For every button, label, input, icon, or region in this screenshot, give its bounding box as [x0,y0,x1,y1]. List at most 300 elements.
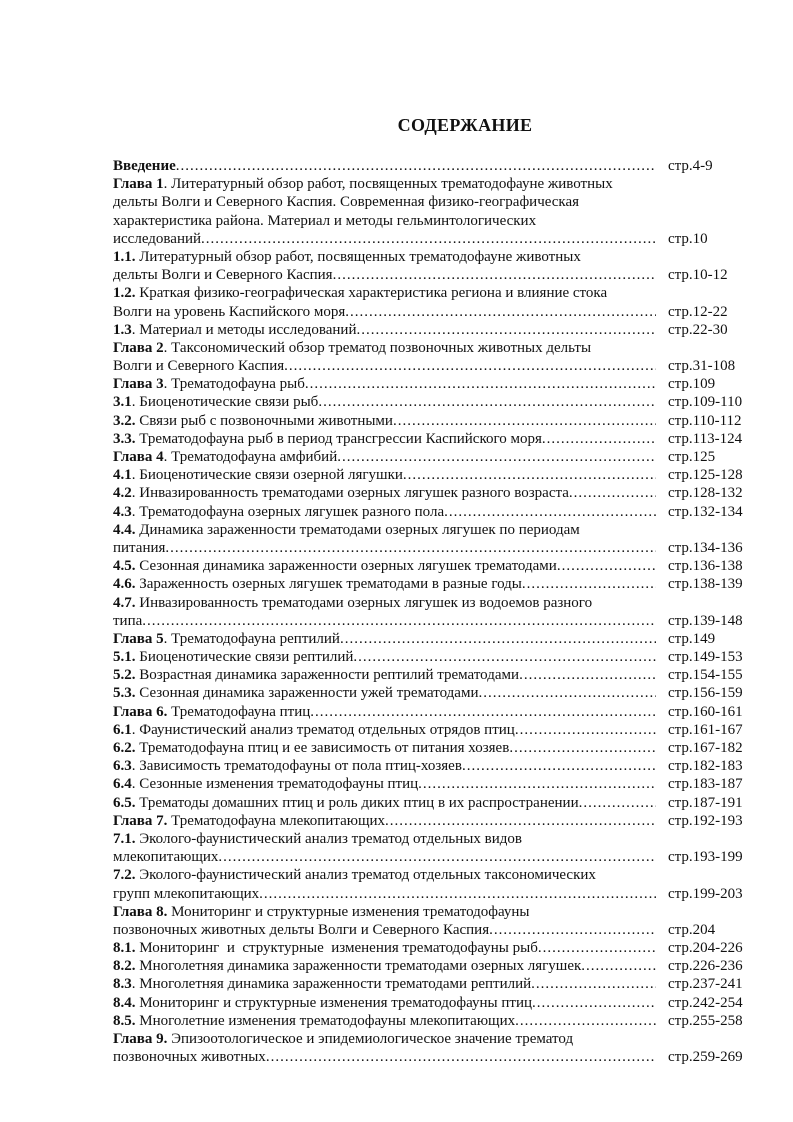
toc-line-text [113,212,656,230]
section-number: 3.3. [113,430,136,447]
dot-leader [538,939,656,957]
toc-line [113,448,753,466]
section-title: позвоночных животных [113,1049,266,1066]
section-title: . Инвазированность трематодами озерных лягушек разного возраста [131,485,569,502]
toc-entry[interactable] [113,484,753,502]
section-number: Глава 8. [113,903,168,920]
toc-entry[interactable] [113,1012,753,1030]
toc-line [113,775,753,793]
section-title: Сезонная динамика зараженности ужей трематодами [135,685,479,702]
page-reference: стр.149-153 [668,649,743,666]
page-reference: стр.156-159 [668,685,743,702]
dot-leader [403,466,656,484]
toc-line [113,539,753,557]
section-number: 8.3 [113,976,132,993]
toc-entry[interactable] [113,503,753,521]
toc-line [113,321,753,339]
page-reference: стр.4-9 [668,158,713,174]
toc-line-text [113,957,656,975]
section-title: Эколого-фаунистический анализ трематод отдельных таксономических [135,867,596,884]
dot-leader [218,848,656,866]
section-number: 4.7. [113,594,136,611]
toc-entry[interactable] [113,866,753,902]
page-reference: стр.125-128 [668,467,743,484]
toc-line-text [113,575,656,593]
page-reference: стр.109-110 [668,394,743,411]
section-number: 1.2. [113,285,136,302]
page-reference: стр.183-187 [668,776,743,793]
dot-leader [353,648,656,666]
dot-leader [333,266,656,284]
page-reference: стр.199-203 [668,885,743,902]
toc-line [113,193,753,211]
toc-entry[interactable] [113,375,753,393]
page-reference: стр.10-12 [668,267,728,284]
dot-leader [515,721,656,739]
toc-line-text [113,757,656,775]
toc-line-text [113,412,656,430]
section-title: . Материал и методы исследований [131,321,357,338]
section-title: Инвазированность трематодами озерных лягушек из водоемов разного [135,594,593,611]
page-reference: стр.237-241 [668,976,743,993]
toc-line-text [113,630,656,648]
dot-leader [462,757,656,775]
section-number: 4.6. [113,576,136,593]
section-title: . Фаунистический анализ трематод отдельных отрядов птиц [131,721,515,738]
toc-line [113,284,753,302]
page-reference: стр.12-22 [668,303,728,320]
dot-leader [284,357,656,375]
toc-line-text [113,375,656,393]
toc-line [113,1012,753,1030]
section-number: 6.4 [113,776,132,793]
toc-line-text [113,939,656,957]
section-title: млекопитающих [113,849,219,866]
toc-line-text [113,648,656,666]
section-title: Многолетние изменения трематодофауны млекопитающих [135,1012,516,1029]
toc-line [113,357,753,375]
section-number: 4.1 [113,467,132,484]
toc-entry[interactable] [113,739,753,757]
section-title: Эпизоотологическое и эпидемиологическое значение трематод [167,1031,574,1047]
toc-entry[interactable] [113,430,753,448]
toc-line-text [113,321,656,339]
page-reference: стр.192-193 [668,812,743,829]
page-reference: стр.113-124 [668,430,743,447]
toc-entry[interactable] [113,1030,753,1066]
toc-line-text [113,175,656,193]
section-number: 1.1. [113,248,136,265]
toc-line-text [113,230,656,248]
section-number: 4.5. [113,558,136,575]
toc-line [113,684,753,702]
page-reference: стр.182-183 [668,758,743,775]
section-number: Глава 6. [113,703,168,720]
page-reference: стр.132-134 [668,503,743,520]
toc-line [113,975,753,993]
toc-line [113,994,753,1012]
toc-line [113,666,753,684]
toc-line-text [113,612,656,630]
toc-entry[interactable] [113,975,753,993]
toc-line [113,957,753,975]
section-title: Трематодофауна рыб в период трансгрессии Каспийского моря [135,430,542,447]
toc-line-text [113,266,656,284]
section-title: Эколого-фаунистический анализ трематод отдельных видов [135,830,522,847]
toc-line-text [113,448,656,466]
toc-entry[interactable] [113,248,753,284]
section-title: . Трематодофауна озерных лягушек разного пола [131,503,445,520]
toc-line [113,157,753,175]
toc-line-text [113,666,656,684]
toc-line [113,866,753,884]
section-number: 4.2 [113,485,132,502]
section-title: дельты Волги и Северного Каспия [113,267,333,284]
page-reference: стр.161-167 [668,721,743,738]
dot-leader [581,957,656,975]
section-title: групп млекопитающих [113,885,260,902]
section-number: 7.1. [113,830,136,847]
page-reference: стр.242-254 [668,994,743,1011]
section-title: Динамика зараженности трематодами озерных лягушек по периодам [135,521,580,538]
section-title: Краткая физико-географическая характеристика региона и влияние стока [135,285,608,302]
section-title: дельты Волги и Северного Каспия. Современная физико-географическая [113,194,580,211]
toc-line [113,648,753,666]
toc-line-text [113,357,656,375]
section-number: Глава 4 [113,449,164,465]
toc-entry[interactable] [113,903,753,939]
toc-entry[interactable] [113,666,753,684]
toc-line-text [113,830,656,848]
page-reference: стр.125 [668,449,716,465]
toc-entry[interactable] [113,393,753,411]
dot-leader [176,157,656,175]
section-title: Мониторинг и структурные изменения трематодофауны [167,903,530,920]
toc-entry[interactable] [113,703,753,721]
toc-line [113,230,753,248]
toc-entry[interactable] [113,648,753,666]
toc-entry[interactable] [113,339,753,375]
page-reference: стр.149 [668,630,716,647]
toc-line [113,375,753,393]
section-title: Связи рыб с позвоночными животными [135,412,393,429]
toc-line-text [113,594,656,612]
page-reference: стр.226-236 [668,958,743,975]
toc-line-text [113,775,656,793]
toc-line [113,630,753,648]
toc-line [113,466,753,484]
toc-line [113,903,753,921]
toc-entry[interactable] [113,757,753,775]
toc-line [113,412,753,430]
toc-line [113,575,753,593]
section-number: 8.2. [113,958,136,975]
page-reference: стр.134-136 [668,539,743,556]
table-of-contents [113,157,753,1066]
toc-line-text [113,848,656,866]
dot-leader [579,794,656,812]
section-title: Биоценотические связи рептилий [135,649,354,666]
dot-leader [569,484,656,502]
dot-leader [444,503,656,521]
section-title: Трематодофауна птиц и ее зависимость от питания хозяев [135,740,510,756]
section-number: Введение [113,158,176,174]
toc-line [113,303,753,321]
toc-line-text [113,193,656,211]
toc-line-text [113,1012,656,1030]
toc-line-text [113,521,656,539]
toc-line [113,594,753,612]
toc-line-text [113,684,656,702]
toc-line-text [113,866,656,884]
toc-entry[interactable] [113,594,753,630]
toc-entry[interactable] [113,321,753,339]
toc-line [113,175,753,193]
page-reference: стр.187-191 [668,794,743,811]
toc-line-text [113,303,656,321]
toc-line [113,339,753,357]
dot-leader [345,303,656,321]
page-reference: стр.109 [668,376,716,393]
section-number: Глава 2 [113,339,164,356]
page-reference: стр.22-30 [668,321,728,338]
section-number: 6.2. [113,740,136,756]
section-number: 4.4. [113,521,136,538]
toc-entry[interactable] [113,175,753,248]
toc-line-text [113,430,656,448]
section-title: позвоночных животных дельты Волги и Северного Каспия [113,921,490,938]
toc-entry[interactable] [113,684,753,702]
toc-entry[interactable] [113,575,753,593]
toc-line [113,939,753,957]
section-title: характеристика района. Материал и методы гельминтологических [113,212,537,229]
toc-line-text [113,812,656,830]
section-number: 3.1 [113,394,132,411]
section-number: 5.2. [113,667,136,684]
dot-leader [385,812,656,830]
section-number: 8.1. [113,940,136,957]
section-title: Мониторинг и структурные изменения трематодофауны рыб [135,940,538,957]
page-reference: стр.138-139 [668,576,743,593]
section-title: . Трематодофауна рептилий [163,630,340,647]
section-title: . Биоценотические связи озерной лягушки [131,467,403,484]
section-title: . Многолетняя динамика зараженности трематодами рептилий [131,976,532,993]
dot-leader [393,412,656,430]
toc-line [113,557,753,575]
section-title: Зараженность озерных лягушек трематодами в разные годы [135,576,522,593]
section-title: Сезонная динамика зараженности озерных лягушек трематодами [135,558,557,575]
toc-line [113,484,753,502]
section-title: Волги и Северного Каспия [113,358,285,375]
section-title: Мониторинг и структурные изменения трематодофауны птиц [135,994,533,1011]
toc-entry[interactable] [113,557,753,575]
dot-leader [305,375,656,393]
section-title: . Литературный обзор работ, посвященных трематодофауне животных [163,176,613,193]
section-title: Трематодофауна птиц [167,703,311,720]
toc-entry[interactable] [113,630,753,648]
toc-line [113,812,753,830]
section-number: Глава 5 [113,630,164,647]
toc-line-text [113,339,656,357]
toc-line-text [113,393,656,411]
page-reference: стр.10 [668,230,708,247]
section-title: . Трематодофауна амфибий [163,449,338,465]
dot-leader [515,1012,656,1030]
page-reference: стр.204 [668,921,716,938]
toc-line-text [113,885,656,903]
toc-line [113,830,753,848]
toc-line [113,703,753,721]
toc-line-text [113,794,656,812]
toc-line-text [113,248,656,266]
toc-entry[interactable] [113,957,753,975]
page-reference: стр.31-108 [668,358,736,375]
dot-leader [532,994,656,1012]
section-title: Многолетняя динамика зараженности трематодами озерных лягушек [135,958,582,975]
toc-line [113,794,753,812]
toc-entry[interactable] [113,157,753,175]
section-title: . Биоценотические связи рыб [131,394,319,411]
dot-leader [489,921,656,939]
dot-leader [519,666,656,684]
section-title: Трематоды домашних птиц и роль диких птиц в их распространении [135,794,579,811]
page-reference: стр.160-161 [668,703,743,720]
toc-entry[interactable] [113,721,753,739]
dot-leader [318,393,656,411]
section-title: питания [113,539,166,556]
page-reference: стр.154-155 [668,667,743,684]
page-reference: стр.255-258 [668,1012,743,1029]
dot-leader [531,975,656,993]
section-number: 5.1. [113,649,136,666]
dot-leader [165,539,656,557]
section-number: 6.3 [113,758,132,775]
toc-line [113,1030,753,1048]
section-title: Трематодофауна млекопитающих [167,812,386,829]
toc-entry[interactable] [113,939,753,957]
section-number: 8.5. [113,1012,136,1029]
toc-line-text [113,739,656,757]
section-title: . Трематодофауна рыб [163,376,305,393]
dot-leader [259,885,656,903]
toc-line [113,503,753,521]
toc-entry[interactable] [113,448,753,466]
dot-leader [479,684,657,702]
section-number: 1.3 [113,321,132,338]
toc-line [113,739,753,757]
section-title: Литературный обзор работ, посвященных трематодофауне животных [135,248,581,265]
page-reference: стр.193-199 [668,849,743,866]
toc-line [113,885,753,903]
toc-line [113,921,753,939]
section-number: 7.2. [113,867,136,884]
toc-line-text [113,721,656,739]
page-title: СОДЕРЖАНИЕ [397,115,533,135]
page-reference: стр.128-132 [668,485,743,502]
toc-line-text [113,539,656,557]
toc-line [113,266,753,284]
section-number: 5.3. [113,685,136,702]
section-number: Глава 1 [113,176,164,193]
dot-leader [356,321,656,339]
toc-line [113,721,753,739]
section-number: Глава 7. [113,812,168,829]
toc-line [113,612,753,630]
section-number: Глава 9. [113,1031,168,1047]
toc-line [113,1048,753,1066]
dot-leader [557,557,656,575]
toc-line [113,248,753,266]
dot-leader [337,448,656,466]
toc-line [113,393,753,411]
toc-line [113,848,753,866]
toc-entry[interactable] [113,812,753,830]
toc-line-text [113,284,656,302]
toc-line-text [113,994,656,1012]
dot-leader [340,630,656,648]
toc-entry[interactable] [113,466,753,484]
toc-line-text [113,1048,656,1066]
toc-line-text [113,557,656,575]
section-title: . Таксономический обзор трематод позвоночных животных дельты [163,339,592,356]
toc-line-text [113,157,656,175]
toc-line-text [113,975,656,993]
toc-line-text [113,903,656,921]
page-reference: стр.139-148 [668,612,743,629]
section-number: 8.4. [113,994,136,1011]
page-reference: стр.110-112 [668,412,742,429]
toc-entry[interactable] [113,794,753,812]
page-reference: стр.136-138 [668,558,743,575]
section-title: исследований [113,230,202,247]
section-number: 3.2. [113,412,136,429]
toc-line-text [113,484,656,502]
toc-line [113,212,753,230]
page-reference: стр.167-182 [668,740,743,756]
toc-entry[interactable] [113,994,753,1012]
dot-leader [201,230,656,248]
toc-line-text [113,703,656,721]
section-number: 6.5. [113,794,136,811]
dot-leader [142,612,656,630]
section-number: 4.3 [113,503,132,520]
toc-line [113,430,753,448]
dot-leader [509,739,656,757]
page-reference: стр.204-226 [668,940,743,957]
section-title: Волги на уровень Каспийского моря [113,303,346,320]
section-title: Возрастная динамика зараженности рептилий трематодами [135,667,520,684]
toc-line-text [113,1030,656,1048]
toc-line [113,757,753,775]
dot-leader [522,575,656,593]
toc-line-text [113,921,656,939]
toc-line-text [113,466,656,484]
section-number: Глава 3 [113,376,164,393]
dot-leader [542,430,656,448]
section-number: 6.1 [113,721,132,738]
toc-entry[interactable] [113,412,753,430]
dot-leader [418,775,656,793]
toc-entry[interactable] [113,830,753,866]
toc-entry[interactable] [113,775,753,793]
dot-leader [310,703,656,721]
toc-line [113,521,753,539]
dot-leader [266,1048,656,1066]
toc-entry[interactable] [113,521,753,557]
section-title: типа [113,612,143,629]
toc-entry[interactable] [113,284,753,320]
section-title: . Сезонные изменения трематодофауны птиц [131,776,419,793]
